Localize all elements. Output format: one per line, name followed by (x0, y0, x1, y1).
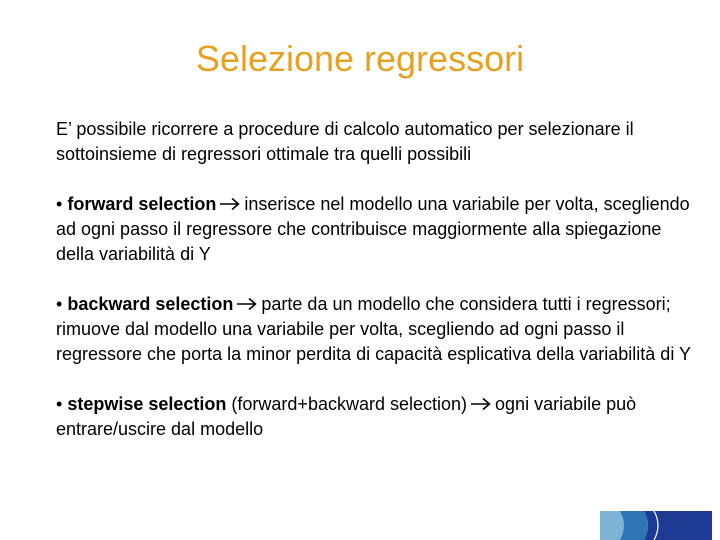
bullet-backward-selection (56, 292, 696, 367)
bullet-marker: • (56, 394, 63, 414)
bullet-text: parte da un modello che considera tutti i regressori; rimuove dal modello una variabile per volta, scegliendo ad ogni passo il regressore che porta la minor perdita di capacità esplicativa della variabilità di Y (56, 294, 692, 364)
bullet-marker: • (56, 194, 63, 214)
bullet-term: forward selection (67, 194, 217, 214)
bullet-note: (forward+backward selection) (231, 394, 468, 414)
bullet-text: ogni variabile può entrare/uscire dal modello (56, 394, 637, 439)
bullet-term: backward selection (67, 294, 234, 314)
chevron-decoration-icon (600, 511, 712, 540)
bullet-term: stepwise selection (67, 394, 227, 414)
bullet-forward-selection (56, 192, 696, 267)
right-arrow-icon (236, 297, 258, 311)
bullet-marker: • (56, 294, 63, 314)
bullet-text: inserisce nel modello una variabile per volta, scegliendo ad ogni passo il regressore che contribuisce maggiormente alla spiegazione della variabilità di Y (56, 194, 690, 264)
slide-body (56, 117, 696, 467)
slide-title: Selezione regressori (195, 38, 525, 79)
intro-paragraph: E’ possibile ricorrere a procedure di calcolo automatico per selezionare il sottoinsieme di regressori ottimale tra quelli possibili (56, 119, 634, 164)
right-arrow-icon (470, 397, 492, 411)
bullet-stepwise-selection (56, 392, 696, 442)
right-arrow-icon (219, 197, 241, 211)
